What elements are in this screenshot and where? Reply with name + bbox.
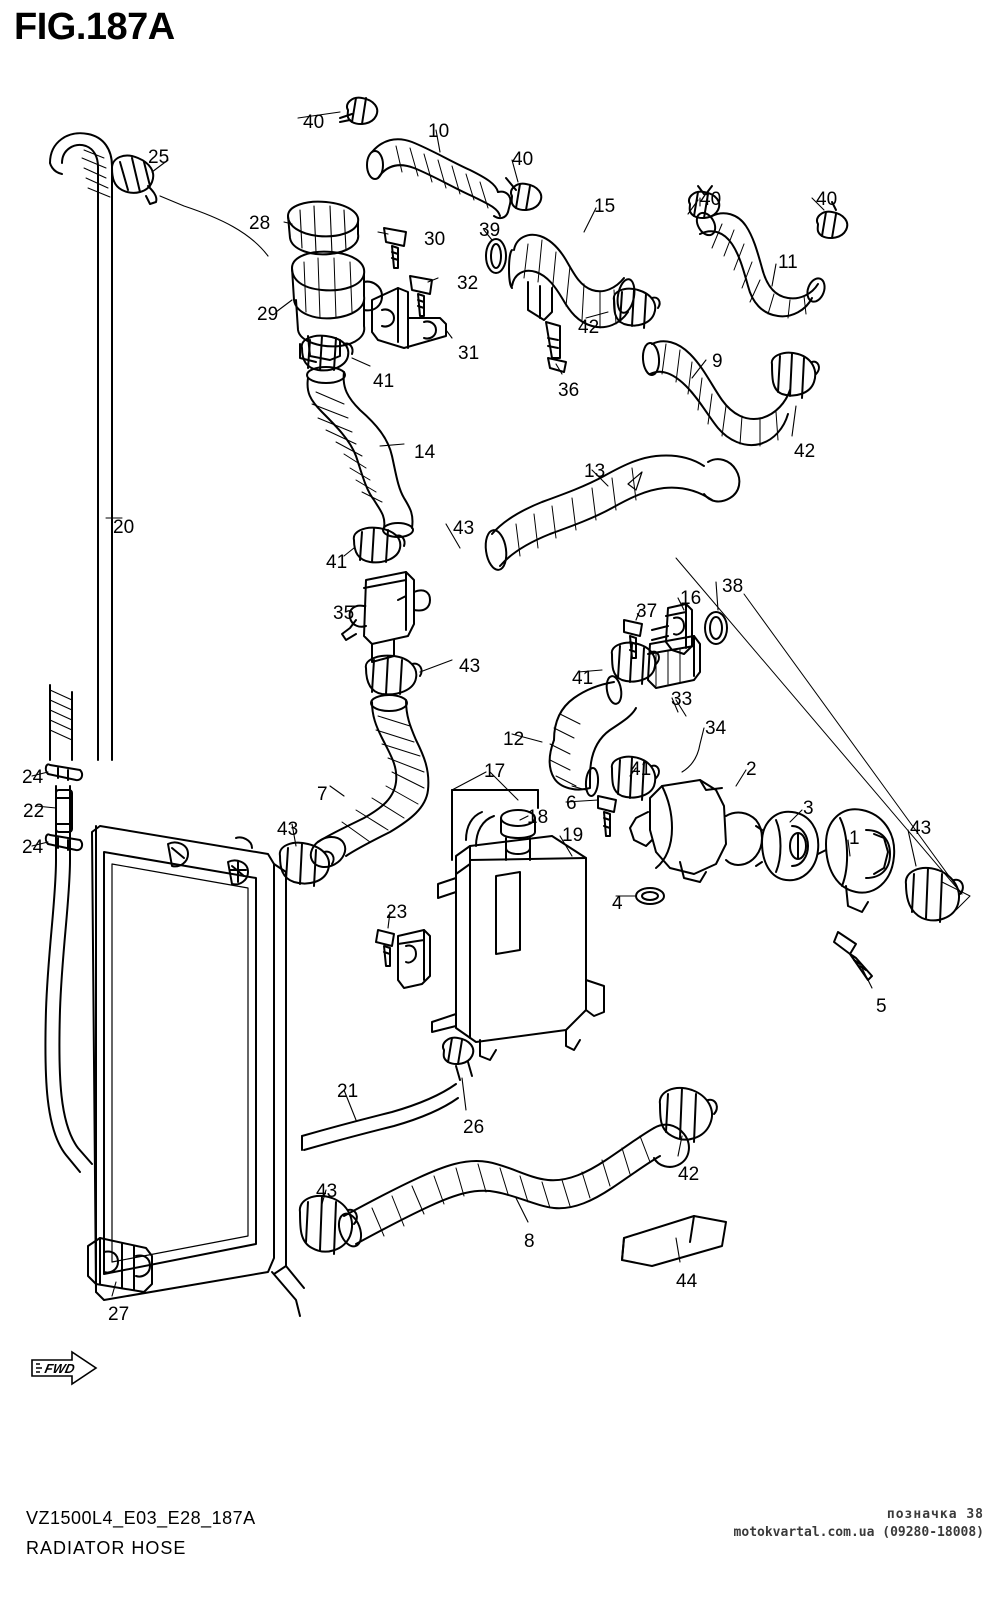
part-38-o-ring [705,612,727,644]
part-27-hose-clamp-bracket [88,1238,152,1292]
callout-1: 1 [849,828,860,849]
callout-31: 31 [458,343,480,364]
part-40-clamp-a [340,98,377,124]
callout-5: 5 [876,996,887,1017]
callout-23: 23 [386,902,408,923]
callout-38: 38 [722,576,744,597]
part-12-hose [550,675,637,796]
part-3-thermostat [756,812,818,880]
callout-19: 19 [562,825,584,846]
callout-3: 3 [803,798,814,819]
watermark-line-1: позначка 38 [886,1507,984,1522]
part-24-clip-lower [46,834,82,850]
callout-12: 12 [503,729,525,750]
figure-code: VZ1500L4_E03_E28_187A [26,1508,256,1528]
part-8-hose [335,1125,689,1250]
part-28-radiator-cap [288,202,358,255]
callout-20: 20 [113,517,135,538]
callout-18: 18 [527,807,549,828]
callout-41: 41 [326,552,348,573]
callout-7: 7 [317,784,328,805]
callout-37: 37 [636,601,658,622]
part-23-bolt [376,930,430,988]
callout-6: 6 [566,793,577,814]
callout-40: 40 [512,149,534,170]
callout-24: 24 [22,837,44,858]
part-41-clamp-a [302,336,353,371]
callout-36: 36 [558,380,580,401]
part-14-hose [307,367,413,537]
callout-22: 22 [23,801,45,822]
part-21-hose [302,1081,458,1150]
callout-17: 17 [484,761,506,782]
callout-43: 43 [316,1181,338,1202]
callout-29: 29 [257,304,279,325]
callout-30: 30 [424,229,446,250]
part-42-clamp-c [660,1088,717,1142]
callout-15: 15 [594,196,616,217]
callout-42: 42 [578,317,600,338]
callout-43: 43 [453,518,475,539]
callout-41: 41 [373,371,395,392]
part-26-clip [443,1038,473,1080]
callout-41: 41 [630,759,652,780]
part-39-o-ring [486,239,506,273]
part-11-hose [693,210,828,318]
part-43-clamp-d [280,843,334,886]
callout-16: 16 [680,588,702,609]
part-20-breather-tube [45,133,112,1172]
callout-25: 25 [148,147,170,168]
callout-40: 40 [303,112,325,133]
callout-40: 40 [816,189,838,210]
callout-39: 39 [479,220,501,241]
part-10-hose [367,139,510,218]
part-19-reservoir-tank [432,836,604,1060]
part-40-clamp-b [506,178,541,210]
part-41-clamp-b [354,528,405,563]
callout-42: 42 [678,1164,700,1185]
callout-43: 43 [459,656,481,677]
watermark [734,1506,984,1541]
watermark-line-2: motokvartal.com.ua (09280-18008) [733,1524,984,1540]
callout-40: 40 [700,189,722,210]
part-43-clamp-b [366,656,422,695]
callout-26: 26 [463,1117,485,1138]
part-5-bolt [834,932,872,980]
callout-28: 28 [249,213,271,234]
part-43-clamp-c [906,868,963,922]
part-31-bracket [372,288,446,348]
part-15-water-pipe [509,235,637,328]
fwd-label: FWD [43,1361,77,1376]
callout-9: 9 [712,351,723,372]
part-1-thermostat-cover [818,809,894,912]
callout-27: 27 [108,1304,130,1325]
part-4-gasket [636,888,664,904]
callout-43: 43 [277,819,299,840]
callout-32: 32 [457,273,479,294]
callout-4: 4 [612,893,623,914]
page-title: FIG.187A [14,6,175,48]
callout-13: 13 [584,461,606,482]
part-29-filler-neck [292,252,382,362]
part-42-clamp-b [772,353,819,398]
part-42-clamp-a [614,289,660,328]
part-24-clip-upper [46,764,82,780]
callout-8: 8 [524,1231,535,1252]
fwd-direction-marker [28,1348,102,1390]
callout-34: 34 [705,718,727,739]
callout-11: 11 [778,252,798,273]
callout-44: 44 [676,1271,698,1292]
figure-name: RADIATOR HOSE [26,1538,187,1558]
callout-43: 43 [910,818,932,839]
part-37-bolt [624,620,642,658]
callout-42: 42 [794,441,816,462]
part-2-thermostat-case [630,780,762,882]
callout-2: 2 [746,759,757,780]
callout-21: 21 [337,1081,359,1102]
callout-10: 10 [428,121,450,142]
callout-35: 35 [333,603,355,624]
part-44-label-plate [622,1216,726,1266]
callout-33: 33 [671,689,693,710]
part-6-bolt [598,796,616,836]
callout-24: 24 [22,767,44,788]
callout-41: 41 [572,668,594,689]
part-35-water-temp-housing [342,572,430,662]
callout-14: 14 [414,442,436,463]
